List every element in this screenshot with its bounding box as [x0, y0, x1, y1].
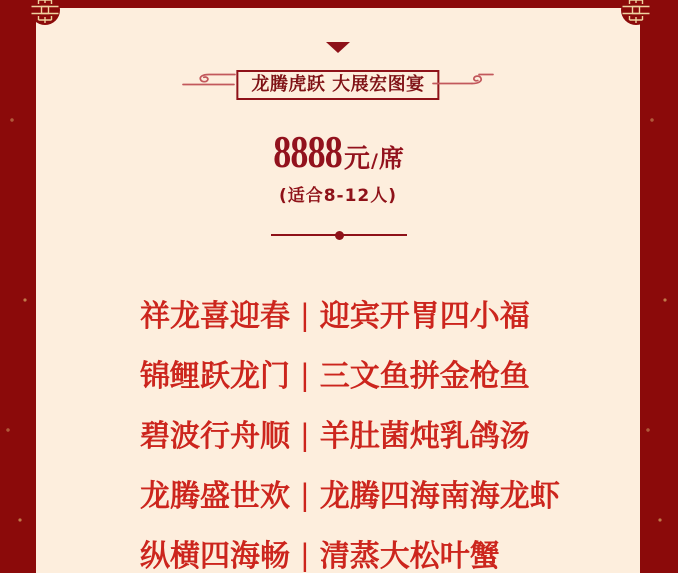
menu-panel: [36, 8, 640, 573]
price-slash: /: [371, 150, 378, 172]
banquet-title-box: [236, 70, 439, 100]
course-name: 锦鲤跃龙门: [140, 359, 290, 394]
course-separator: |: [300, 478, 310, 512]
cloud-scroll-icon: [182, 68, 236, 90]
price-unit: 元: [344, 144, 371, 174]
course-name: 龙腾盛世欢: [140, 479, 290, 514]
course-name: 祥龙喜迎春: [140, 299, 290, 334]
menu-row: [140, 406, 560, 466]
course-separator: |: [300, 358, 310, 392]
lattice-medallion-icon: [29, 0, 61, 26]
menu-list: [140, 286, 560, 573]
right-border-band: [640, 0, 678, 573]
dish-name: 清蒸大松叶蟹: [319, 539, 500, 573]
dish-name: 龙腾四海南海龙虾: [319, 479, 560, 514]
course-separator: |: [300, 298, 310, 332]
course-separator: |: [300, 418, 310, 452]
left-border-band: [0, 0, 36, 573]
dish-name: 羊肚菌炖乳鸽汤: [319, 419, 530, 454]
course-name: 碧波行舟顺: [140, 419, 290, 454]
price-amount: 8888: [273, 127, 342, 177]
price-line: [36, 128, 640, 178]
divider-dot: [335, 231, 344, 240]
price-per: 席: [378, 144, 404, 173]
menu-row: [140, 526, 560, 573]
course-name: 纵横四海畅: [140, 539, 290, 573]
banquet-title: 龙腾虎跃 大展宏图宴: [251, 74, 425, 95]
menu-row: [140, 286, 560, 346]
cloud-scroll-icon: [432, 68, 494, 90]
menu-row: [140, 466, 560, 526]
dish-name: 迎宾开胃四小福: [319, 299, 530, 334]
dish-name: 三文鱼拼金枪鱼: [319, 359, 530, 394]
menu-row: [140, 346, 560, 406]
triangle-down-icon: [326, 42, 350, 53]
divider: [271, 234, 407, 236]
capacity-note: (适合8-12人): [278, 186, 398, 206]
course-separator: |: [300, 538, 310, 572]
lattice-medallion-icon: [620, 0, 652, 26]
